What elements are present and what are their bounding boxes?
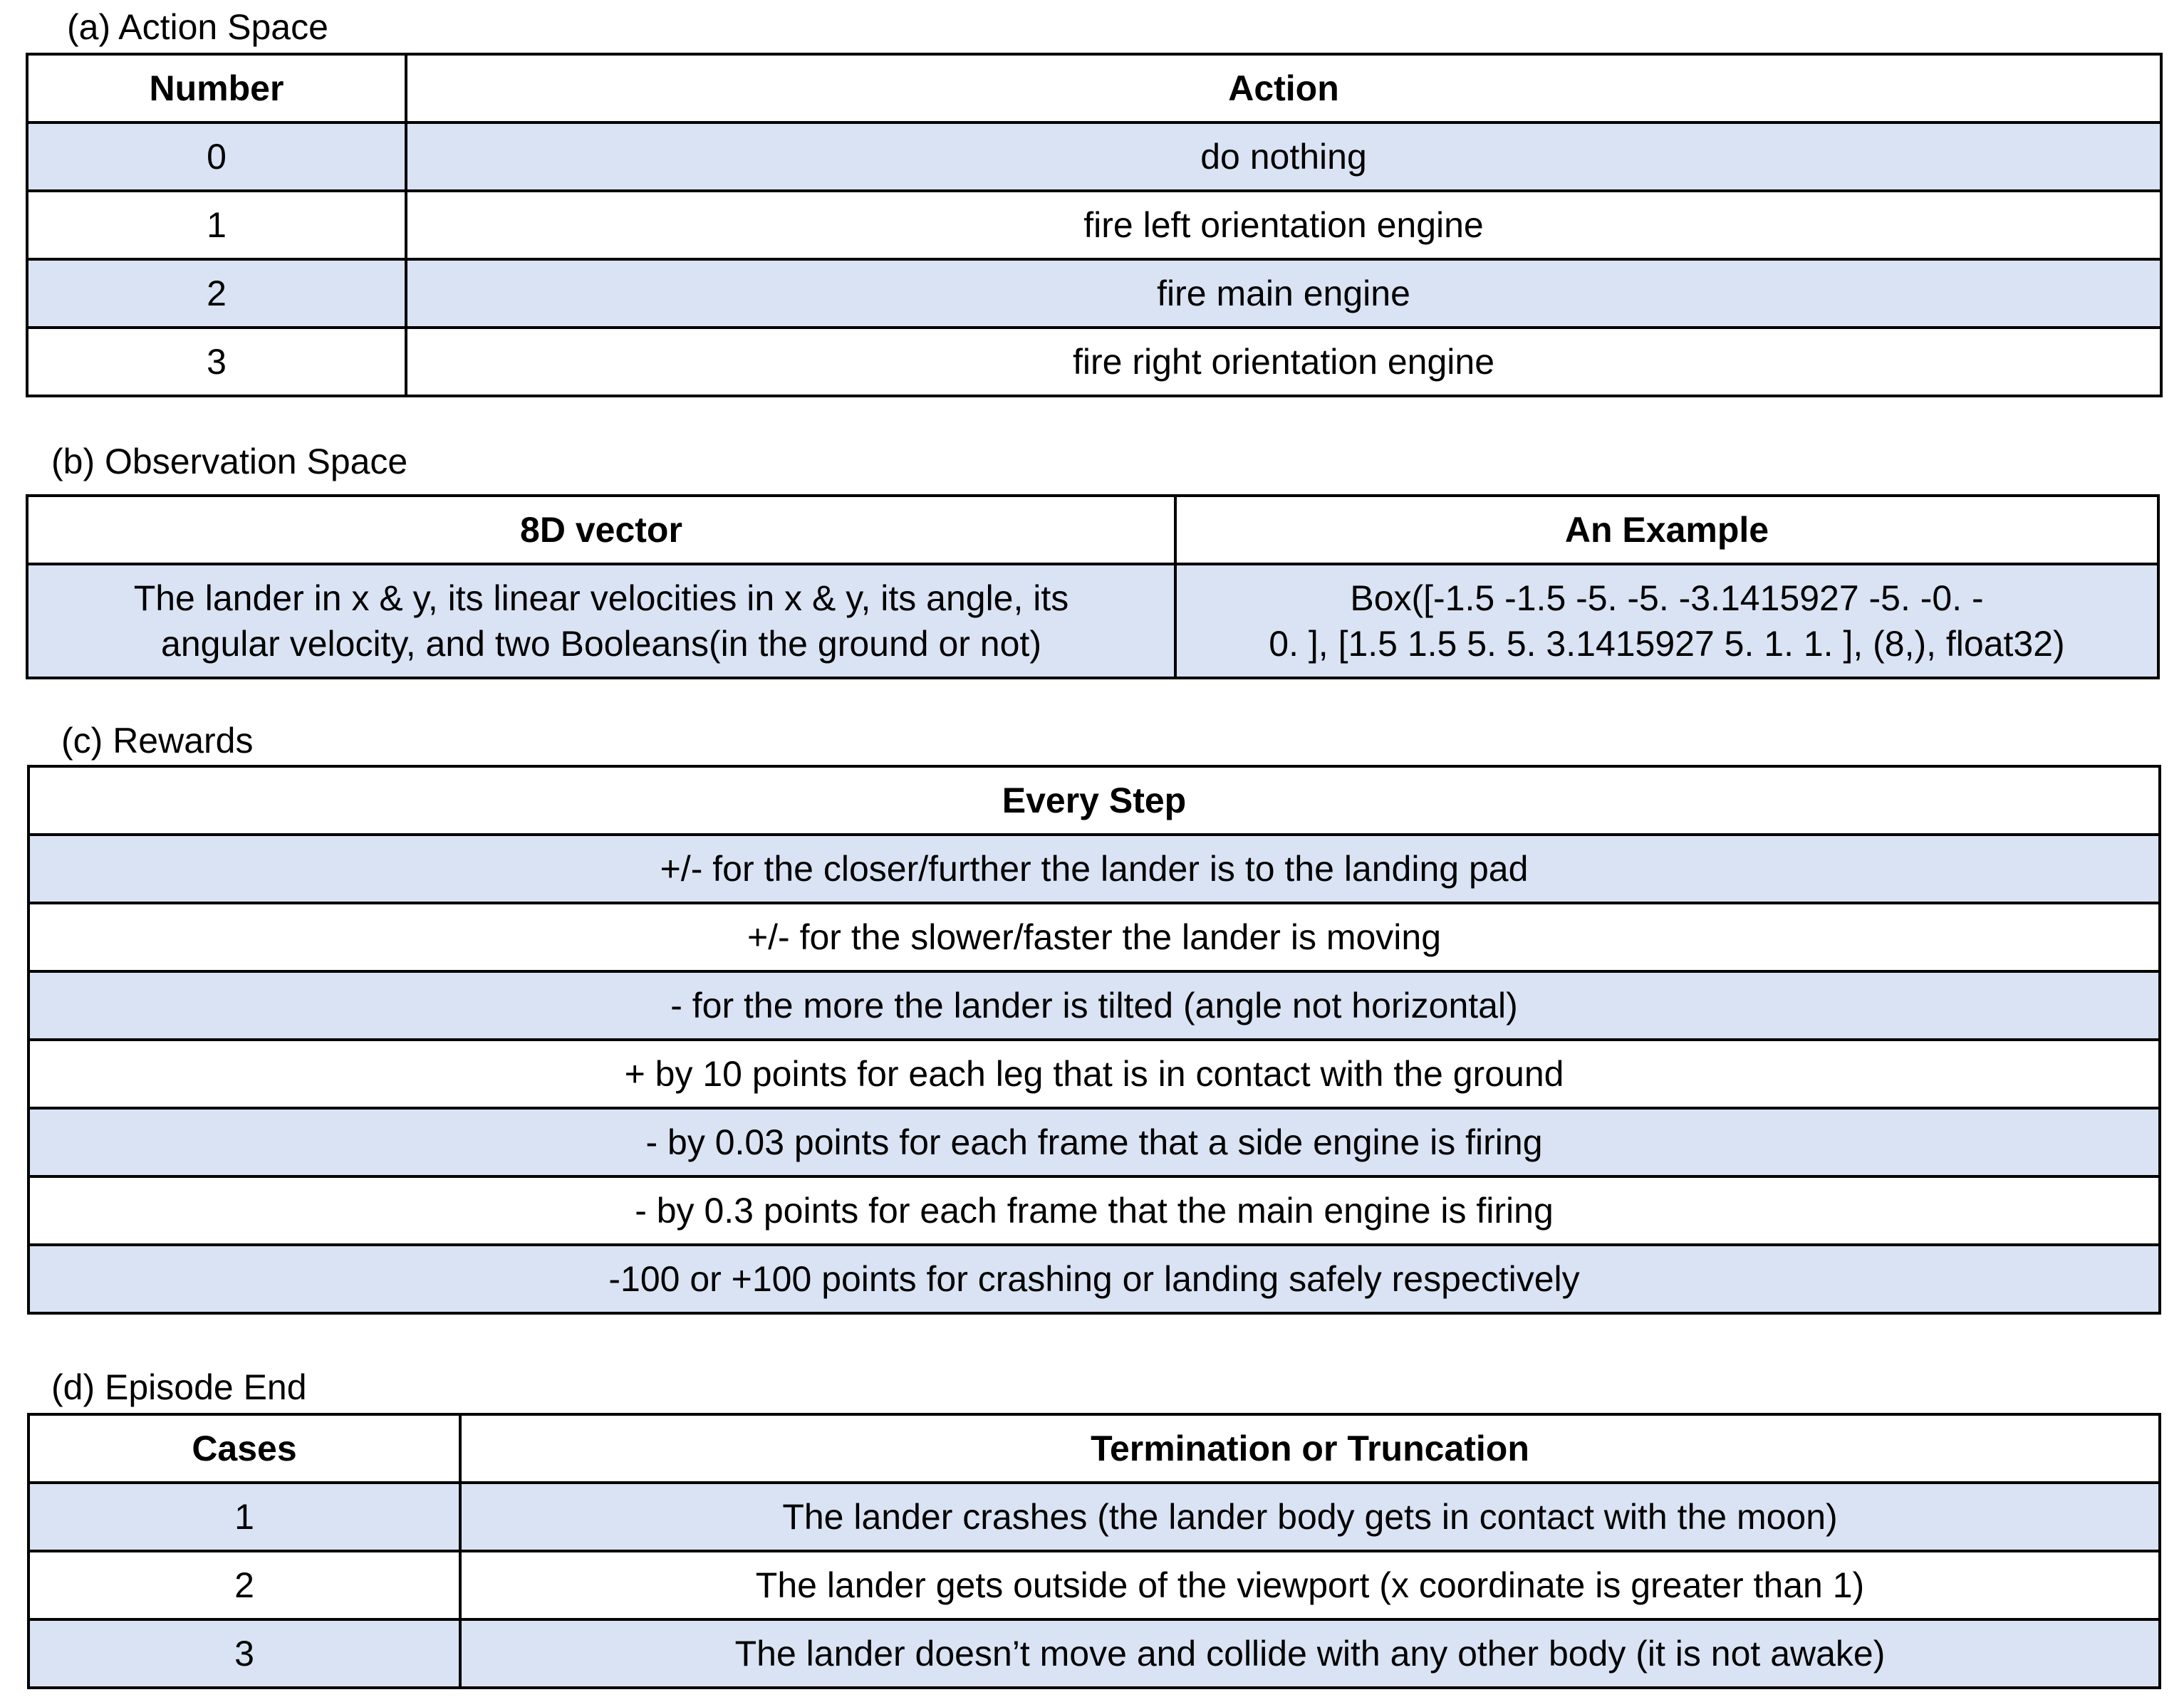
episode-end-label: (d) Episode End xyxy=(51,1367,307,1407)
reward-rule: +/- for the slower/faster the lander is moving xyxy=(28,903,2160,971)
case-description: The lander gets outside of the viewport (x coordinate is greater than 1) xyxy=(460,1551,2160,1619)
action-space-table xyxy=(26,53,2163,397)
example-value xyxy=(1175,564,2158,678)
case-number: 3 xyxy=(28,1619,460,1688)
table-row xyxy=(27,259,2161,328)
action-number: 2 xyxy=(27,259,406,328)
action-description: do nothing xyxy=(406,122,2161,191)
table-row xyxy=(28,1483,2160,1551)
action-description: fire right orientation engine xyxy=(406,328,2161,396)
header-cases: Cases xyxy=(28,1414,460,1483)
table-row xyxy=(28,903,2160,971)
table-row xyxy=(27,564,2158,678)
vector-line: angular velocity, and two Booleans(in the ground or not) xyxy=(161,624,1041,664)
table-row xyxy=(28,1176,2160,1245)
reward-rule: - for the more the lander is tilted (angle not horizontal) xyxy=(28,971,2160,1040)
table-row xyxy=(28,1551,2160,1619)
case-description: The lander crashes (the lander body gets in contact with the moon) xyxy=(460,1483,2160,1551)
observation-space-label: (b) Observation Space xyxy=(51,442,408,481)
header-every-step: Every Step xyxy=(28,766,2160,835)
table-row xyxy=(28,1040,2160,1108)
action-number: 0 xyxy=(27,122,406,191)
reward-rule: -100 or +100 points for crashing or landing safely respectively xyxy=(28,1245,2160,1313)
table-row xyxy=(28,971,2160,1040)
rewards-table xyxy=(27,765,2161,1315)
rewards-label: (c) Rewards xyxy=(61,721,254,761)
table-row xyxy=(27,191,2161,259)
action-number: 1 xyxy=(27,191,406,259)
header-number: Number xyxy=(27,54,406,122)
action-description: fire main engine xyxy=(406,259,2161,328)
observation-space-table xyxy=(26,494,2160,679)
case-number: 2 xyxy=(28,1551,460,1619)
table-row xyxy=(27,122,2161,191)
header-termination: Termination or Truncation xyxy=(460,1414,2160,1483)
reward-rule: - by 0.3 points for each frame that the main engine is firing xyxy=(28,1176,2160,1245)
vector-description xyxy=(27,564,1175,678)
case-description: The lander doesn’t move and collide with any other body (it is not awake) xyxy=(460,1619,2160,1688)
table-row xyxy=(27,328,2161,396)
action-space-label: (a) Action Space xyxy=(67,7,328,47)
header-an-example: An Example xyxy=(1175,496,2158,564)
table-row xyxy=(28,835,2160,903)
vector-line: The lander in x & y, its linear velocities in x & y, its angle, its xyxy=(133,578,1069,618)
reward-rule: - by 0.03 points for each frame that a side engine is firing xyxy=(28,1108,2160,1176)
header-8d-vector: 8D vector xyxy=(27,496,1175,564)
table-row xyxy=(28,1108,2160,1176)
episode-end-table xyxy=(27,1413,2161,1689)
reward-rule: + by 10 points for each leg that is in contact with the ground xyxy=(28,1040,2160,1108)
example-line: 0. ], [1.5 1.5 5. 5. 3.1415927 5. 1. 1. ], (8,), float32) xyxy=(1269,624,2065,664)
table-row xyxy=(28,1619,2160,1688)
case-number: 1 xyxy=(28,1483,460,1551)
action-number: 3 xyxy=(27,328,406,396)
reward-rule: +/- for the closer/further the lander is to the landing pad xyxy=(28,835,2160,903)
header-action: Action xyxy=(406,54,2161,122)
example-line: Box([-1.5 -1.5 -5. -5. -3.1415927 -5. -0. - xyxy=(1350,578,1984,618)
action-description: fire left orientation engine xyxy=(406,191,2161,259)
table-row xyxy=(28,1245,2160,1313)
